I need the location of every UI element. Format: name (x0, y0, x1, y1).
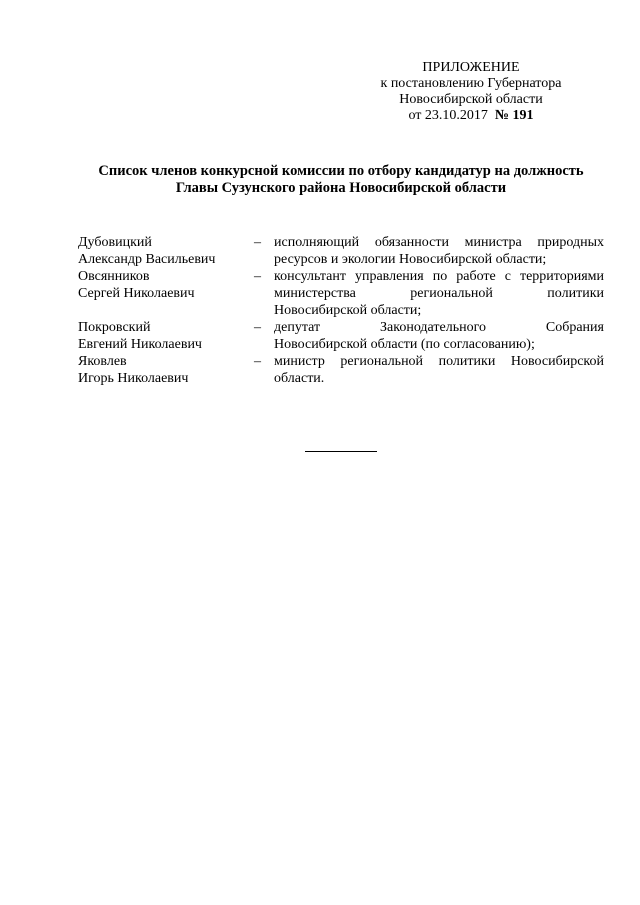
member-given-name: Игорь Николаевич (78, 371, 189, 386)
member-role (274, 268, 604, 319)
member-dash: – (254, 235, 261, 250)
member-row (78, 353, 604, 387)
member-role-line: области. (274, 371, 325, 386)
member-row (78, 268, 604, 319)
appendix-date: от 23.10.2017 (408, 108, 488, 123)
member-role-line: консультант управления по работе с территориями (274, 269, 604, 284)
title-line-1: Список членов конкурсной комиссии по отбору кандидатур на должность (98, 163, 584, 179)
appendix-region: Новосибирской области (399, 92, 543, 107)
appendix-number: № 191 (494, 108, 534, 123)
closing-separator-line (305, 451, 377, 452)
document-title (78, 163, 604, 197)
member-surname: Дубовицкий (78, 235, 152, 250)
member-given-name: Александр Васильевич (78, 252, 216, 267)
member-dash: – (254, 354, 261, 369)
appendix-date-line (360, 108, 582, 124)
member-dash: – (254, 269, 261, 284)
title-line-2: Главы Сузунского района Новосибирской области (175, 180, 507, 196)
member-role-line: депутат Законодательного Собрания (274, 320, 604, 335)
appendix-header (360, 60, 582, 124)
member-name (78, 319, 254, 353)
member-role (274, 353, 604, 387)
member-role-line: исполняющий обязанности министра природных (274, 235, 604, 250)
member-surname: Яковлев (78, 354, 127, 369)
member-role-line: ресурсов и экологии Новосибирской области; (274, 252, 547, 267)
member-dash: – (254, 320, 261, 335)
member-row (78, 234, 604, 268)
appendix-decree-ref: к постановлению Губернатора (380, 76, 562, 91)
member-name (78, 268, 254, 319)
member-role-line: министр региональной политики Новосибирской (274, 354, 604, 369)
member-name (78, 353, 254, 387)
member-role (274, 319, 604, 353)
member-role-line: Новосибирской области (по согласованию); (274, 337, 535, 352)
closing-separator-text (0, 0, 1, 1)
member-given-name: Евгений Николаевич (78, 337, 202, 352)
members-list (78, 234, 604, 387)
member-name (78, 234, 254, 268)
member-role (274, 234, 604, 268)
member-role-line: министерства региональной политики (274, 286, 604, 301)
member-row (78, 319, 604, 353)
appendix-heading: ПРИЛОЖЕНИЕ (422, 60, 520, 75)
member-surname: Овсянников (78, 269, 150, 284)
member-surname: Покровский (78, 320, 151, 335)
member-role-line: Новосибирской области; (274, 303, 422, 318)
member-given-name: Сергей Николаевич (78, 286, 195, 301)
